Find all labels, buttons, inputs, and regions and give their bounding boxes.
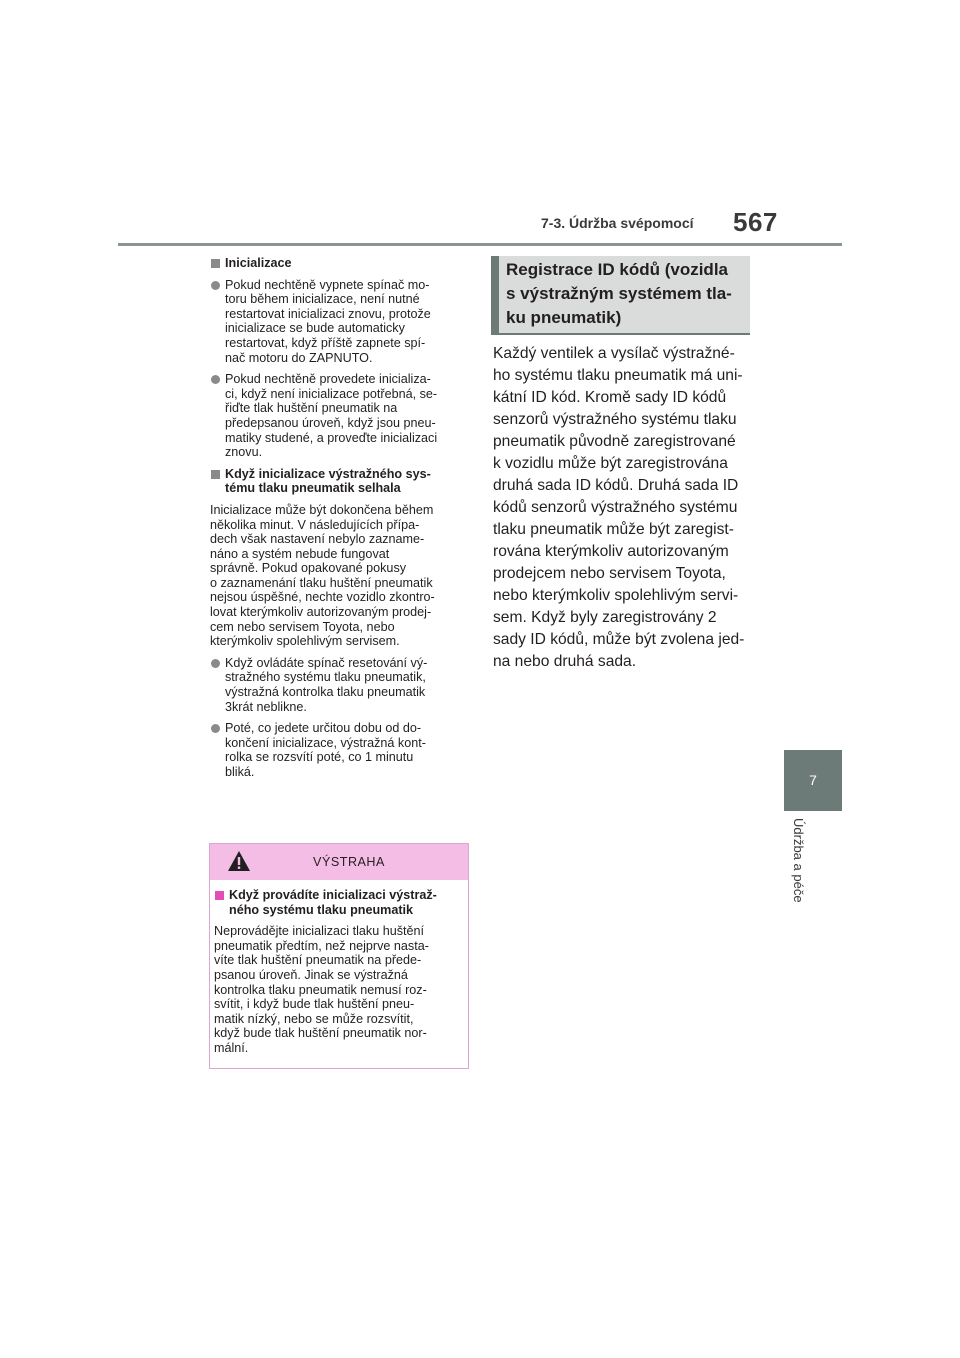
- bullet-item: [210, 656, 468, 714]
- bullet-item: [210, 278, 468, 366]
- registration-body: Každý ventilek a vysílač výstražné- ho systému tlaku pneumatik má uni- kátní ID kód. Kromě sady ID kódů senzorů výstražného systému tlaku pneumatik původně zaregistrované k vozidlu může být zaregistrována druhá sada ID kódů. Druhá sada ID kódů senzorů výstražného systému tlaku pneumatik může být zaregist- rována kterýmkoliv autorizovaným prodejcem nebo servisem Toyota, nebo kterýmkoliv spolehlivým servi- sem. Když byly zaregistrovány 2 sady ID kódů, může být zvolena jed- na nebo druhá sada.: [493, 345, 745, 670]
- registration-heading-box: [491, 256, 750, 335]
- warning-heading-text: Když provádíte inicializaci výstraž- ného systému tlaku pneumatik: [229, 888, 437, 917]
- round-bullet-icon: [211, 659, 220, 668]
- bullet-item: [210, 372, 468, 460]
- page-number: 567: [733, 207, 778, 237]
- section-heading-failed: [210, 467, 468, 496]
- warning-body: [210, 880, 468, 1056]
- round-bullet-icon: [211, 281, 220, 290]
- chapter-tab[interactable]: 7: [784, 750, 842, 811]
- bullet-text: Pokud nechtěně vypnete spínač mo- toru během inicializace, není nutné restartovat inicializaci znovu, protože inicializace se bude automaticky restartovat, když příště zapnete spí- nač motoru do ZAPNUTO.: [225, 277, 431, 365]
- square-bullet-icon: [211, 259, 220, 268]
- bullet-text: Když ovládáte spínač resetování vý- stražného systému tlaku pneumatik, výstražná kontrolka tlaku pneumatik 3krát neblikne.: [225, 655, 428, 714]
- bullet-item: [210, 721, 468, 779]
- warning-text: Neprovádějte inicializaci tlaku huštění pneumatik předtím, než nejprve nasta- víte tlak huštění pneumatik na přede- psanou úroveň. Jinak se výstražná kontrolka tlaku pneumatik nemusí roz- svítit, i když bude tlak huštění pneu- matik nízký, nebo se může rozsvítit, když bude tlak huštění pneumatik nor- mální.: [214, 924, 429, 1055]
- bullet-text: Poté, co jedete určitou dobu od do- končení inicializace, výstražná kont- rolka se rozsvítí poté, co 1 minutu bliká.: [225, 721, 426, 779]
- paragraph-failed: Inicializace může být dokončena během několika minut. V následujících přípa- dech však nastavení nebylo zazname- náno a systém nebude fungovat správně. Pokud opakované pokusy o zaznamenání tlaku huštění pneumatik nejsou úspěšné, nechte vozidlo zkontro- lovat kterýmkoliv autorizovaným prodej- cem nebo servisem Toyota, nebo kterýmkoliv spolehlivým servisem.: [210, 502, 435, 649]
- square-bullet-icon: [211, 470, 220, 479]
- heading-text: Inicializace: [225, 256, 292, 270]
- warning-heading: [214, 888, 464, 917]
- registration-title: Registrace ID kódů (vozidla s výstražným systémem tla- ku pneumatik): [506, 260, 732, 327]
- left-column: [210, 256, 468, 787]
- heading-text: Když inicializace výstražného sys- tému tlaku pneumatik selhala: [225, 466, 431, 496]
- header-rule: [118, 243, 842, 246]
- warning-title: VÝSTRAHA: [313, 854, 385, 869]
- warning-triangle-icon: [227, 850, 251, 872]
- section-heading-initialization: [210, 256, 468, 271]
- bullet-text: Pokud nechtěně provedete inicializa- ci, když není inicializace potřebná, se- řiďte tlak huštění pneumatik na předepsanou úroveň, když jsou pneu- matiky studené, a proveďte inicializaci znovu.: [225, 372, 438, 460]
- section-title: 7-3. Údržba svépomocí: [541, 215, 694, 231]
- warning-box: [209, 843, 469, 1069]
- round-bullet-icon: [211, 375, 220, 384]
- square-bullet-icon: [215, 891, 224, 900]
- warning-header: [210, 844, 468, 880]
- chapter-label: Údržba a péče: [791, 818, 806, 903]
- round-bullet-icon: [211, 724, 220, 733]
